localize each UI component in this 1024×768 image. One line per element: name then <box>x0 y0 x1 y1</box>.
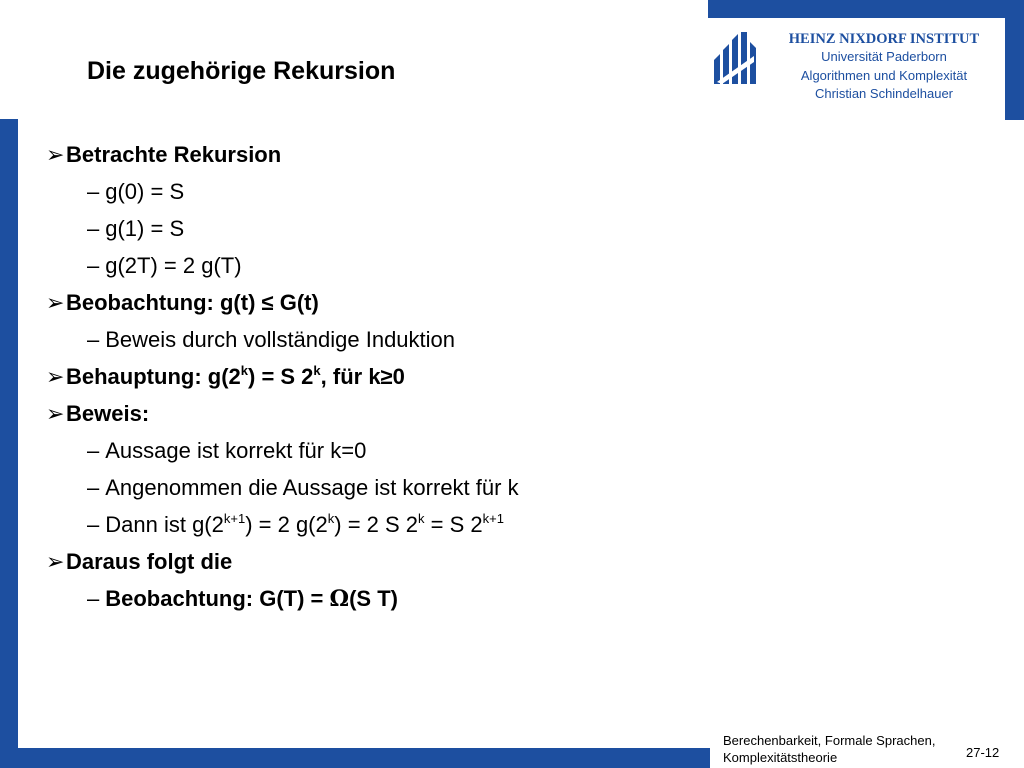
sub-bullet-g1 <box>87 215 184 243</box>
dash-bullet: – <box>87 327 100 352</box>
sub-bullet-angenommen <box>87 474 519 502</box>
sub-bullet-text: Angenommen die Aussage ist korrekt für k <box>105 475 519 500</box>
formula-part: (S T) <box>349 586 398 611</box>
formula-part: Behauptung: g(2 <box>66 364 241 389</box>
superscript: k+1 <box>223 511 246 526</box>
bullet-text: Daraus folgt die <box>66 549 233 574</box>
superscript: k+1 <box>482 511 504 526</box>
right-frame-bar <box>1005 0 1024 120</box>
bullet-beobachtung <box>46 289 319 317</box>
arrow-bullet-icon: ➢ <box>46 364 65 389</box>
sub-bullet-beweis-induktion <box>87 326 455 354</box>
bottom-frame-bar <box>0 748 710 768</box>
dash-bullet: – <box>87 216 100 241</box>
course-footer <box>723 732 935 766</box>
sub-bullet-g0 <box>87 178 184 206</box>
bullet-daraus-folgt <box>46 548 232 576</box>
arrow-bullet-icon: ➢ <box>46 401 65 426</box>
top-frame-bar <box>708 0 1024 18</box>
superscript: k <box>240 363 248 378</box>
university-name: Universität Paderborn <box>821 49 947 64</box>
institute-block <box>764 30 1004 104</box>
arrow-bullet-icon: ➢ <box>46 549 65 574</box>
sub-bullet-text: g(2T) = 2 g(T) <box>105 253 242 278</box>
sub-bullet-g2t <box>87 252 242 280</box>
dash-bullet: – <box>87 179 100 204</box>
bullet-betrachte-rekursion <box>46 141 281 169</box>
sub-bullet-text: g(1) = S <box>105 216 185 241</box>
institute-name: HEINZ NIXDORF INSTITUT <box>788 31 980 47</box>
page-number: 27-12 <box>966 745 1000 760</box>
formula-part: , für k≥0 <box>320 364 405 389</box>
bullet-text: Betrachte Rekursion <box>66 142 282 167</box>
institute-logo-icon <box>714 32 756 84</box>
arrow-bullet-icon: ➢ <box>46 290 65 315</box>
omega-symbol: Ω <box>329 586 350 612</box>
bullet-text: Beweis: <box>66 401 150 426</box>
course-line-1: Berechenbarkeit, Formale Sprachen, <box>723 733 936 748</box>
formula-part: Dann ist g(2 <box>105 512 224 537</box>
bullet-text: Beobachtung: g(t) ≤ G(t) <box>66 290 319 315</box>
dash-bullet: – <box>87 475 100 500</box>
sub-bullet-aussage-k0 <box>87 437 366 465</box>
bullet-beweis <box>46 400 149 428</box>
dash-bullet: – <box>87 586 100 611</box>
sub-bullet-dann-ist <box>87 511 504 539</box>
dash-bullet: – <box>87 512 100 537</box>
superscript: k <box>327 511 335 526</box>
slide-title: Die zugehörige Rekursion <box>87 57 396 85</box>
research-group: Algorithmen und Komplexität <box>800 67 968 83</box>
formula-part: Beobachtung: G(T) = <box>105 586 330 611</box>
bullet-behauptung <box>46 363 405 391</box>
sub-bullet-text: Aussage ist korrekt für k=0 <box>105 438 367 463</box>
arrow-bullet-icon: ➢ <box>46 142 65 167</box>
formula-part: ) = 2 g(2 <box>245 512 328 537</box>
superscript: k <box>418 511 425 526</box>
course-line-2: Komplexitätstheorie <box>723 750 838 765</box>
formula-part: = S 2 <box>424 512 483 537</box>
sub-bullet-text: Beweis durch vollständige Induktion <box>105 327 456 352</box>
dash-bullet: – <box>87 253 100 278</box>
sub-bullet-text: g(0) = S <box>105 179 185 204</box>
formula-part: ) = 2 S 2 <box>334 512 419 537</box>
formula-part: ) = S 2 <box>248 364 314 389</box>
author-name: Christian Schindelhauer <box>814 86 954 101</box>
superscript: k <box>313 363 321 378</box>
sub-bullet-beobachtung-omega <box>87 585 398 613</box>
left-frame-bar <box>0 119 18 768</box>
dash-bullet: – <box>87 438 100 463</box>
